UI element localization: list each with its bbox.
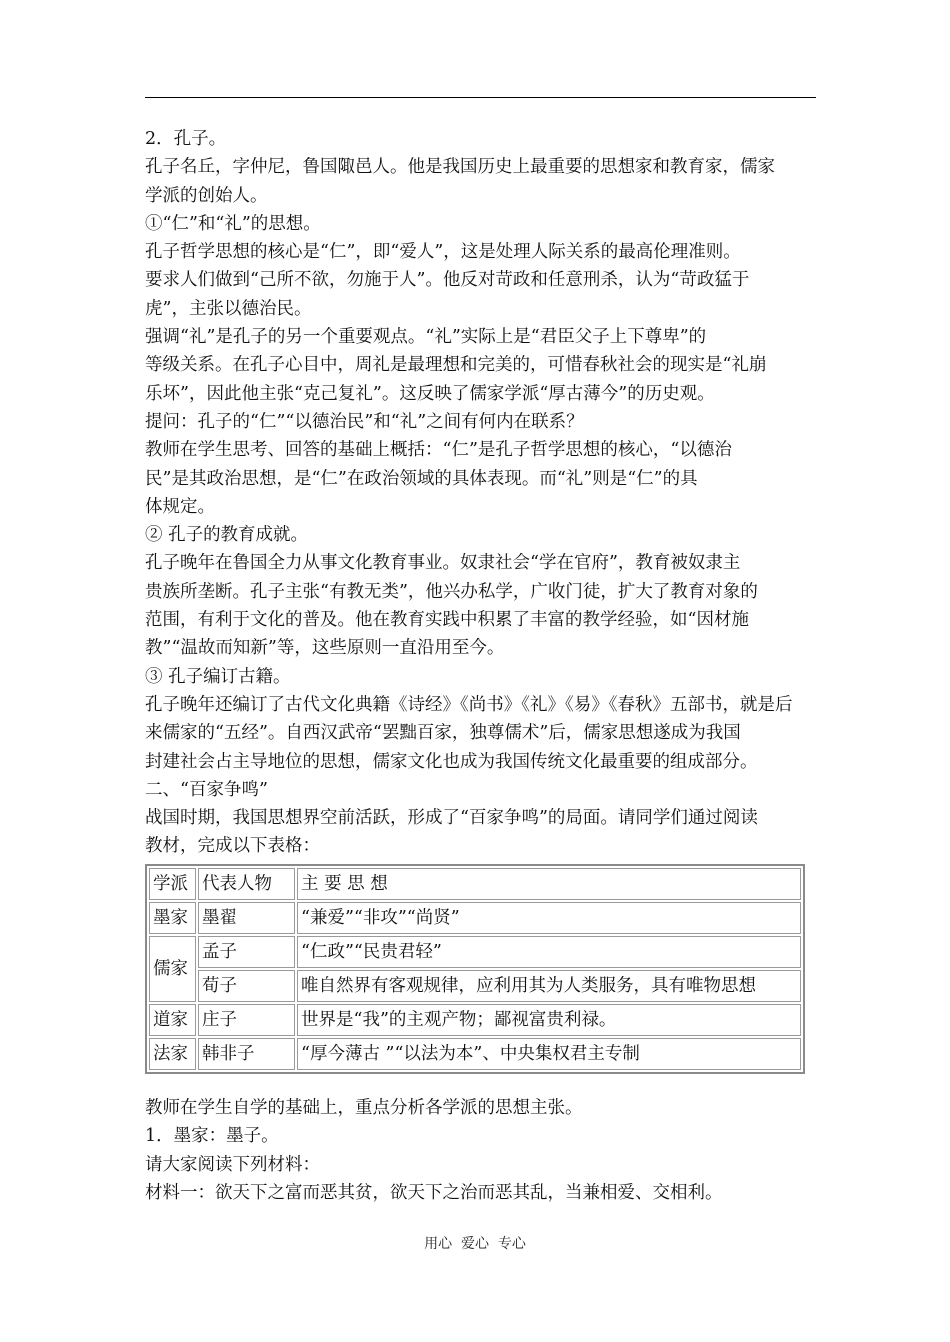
thought-cell: “兼爱”“非攻”“尚贤” xyxy=(297,902,801,934)
body-text xyxy=(145,125,825,861)
text-line: 来儒家的“五经”。自西汉武帝“罢黜百家，独尊儒术”后，儒家思想遂成为我国 xyxy=(145,723,741,744)
text-line: 孔子晚年在鲁国全力从事文化教育事业。奴隶社会“学在官府”，教育被奴隶主 xyxy=(145,553,741,574)
text-line: 民”是其政治思想，是“仁”在政治领域的具体表现。而“礼”则是“仁”的具 xyxy=(145,468,698,489)
text-line: 材料一：欲天下之富而恶其贫，欲天下之治而恶其乱，当兼相爱、交相利。 xyxy=(145,1182,723,1203)
school-cell: 墨家 xyxy=(149,902,196,934)
text-line: 虎”，主张以德治民。 xyxy=(145,298,312,319)
text-line: 请大家阅读下列材料： xyxy=(145,1154,320,1175)
text-line: 教”“温故而知新”等，这些原则一直沿用至今。 xyxy=(145,638,505,659)
table-row xyxy=(149,936,801,968)
text-line: 要求人们做到“己所不欲，勿施于人”。他反对苛政和任意刑杀，认为“苛政猛于 xyxy=(145,270,750,291)
body-text-continued xyxy=(145,1094,825,1207)
text-line: ② 孔子的教育成就。 xyxy=(145,525,309,546)
table-row xyxy=(149,1038,801,1070)
school-cell: 儒家 xyxy=(149,936,196,1002)
header-school: 学派 xyxy=(149,868,196,900)
table-header-row xyxy=(149,868,801,900)
text-line: 乐坏”，因此他主张“克己复礼”。这反映了儒家学派“厚古薄今”的历史观。 xyxy=(145,383,715,404)
text-line: 二、“百家争鸣” xyxy=(145,779,268,800)
text-line: 范围，有利于文化的普及。他在教育实践中积累了丰富的教学经验，如“因材施 xyxy=(145,610,749,631)
text-line: 教师在学生思考、回答的基础上概括：“仁”是孔子哲学思想的核心，“以德治 xyxy=(145,440,732,461)
table-row xyxy=(149,970,801,1002)
text-line: 孔子哲学思想的核心是“仁”，即“爱人”，这是处理人际关系的最高伦理准则。 xyxy=(145,242,741,263)
text-line: 贵族所垄断。孔子主张“有教无类”，他兴办私学，广收门徒，扩大了教育对象的 xyxy=(145,581,758,602)
text-line: 等级关系。在孔子心目中，周礼是最理想和完美的，可惜春秋社会的现实是“礼崩 xyxy=(145,355,767,376)
person-cell: 庄子 xyxy=(198,1004,295,1036)
text-line: 体规定。 xyxy=(145,496,215,517)
header-rule xyxy=(145,97,816,98)
header-thought: 主 要 思 想 xyxy=(297,868,801,900)
text-line: 学派的创始人。 xyxy=(145,185,268,206)
text-line: 孔子晚年还编订了古代文化典籍《诗经》《尚书》《礼》《易》《春秋》五部书，就是后 xyxy=(145,694,793,715)
school-cell: 道家 xyxy=(149,1004,196,1036)
text-line: 2．孔子。 xyxy=(145,129,227,149)
text-line: 战国时期，我国思想界空前活跃，形成了“百家争鸣”的局面。请同学们通过阅读 xyxy=(145,808,758,829)
thought-cell: “仁政”“民贵君轻” xyxy=(297,936,801,968)
text-line: 教材，完成以下表格： xyxy=(145,836,320,857)
person-cell: 孟子 xyxy=(198,936,295,968)
table-row xyxy=(149,902,801,934)
thought-cell: 唯自然界有客观规律，应利用其为人类服务，具有唯物思想 xyxy=(297,970,801,1002)
person-cell: 韩非子 xyxy=(198,1038,295,1070)
person-cell: 墨翟 xyxy=(198,902,295,934)
text-line: ③ 孔子编订古籍。 xyxy=(145,666,291,687)
person-cell: 荀子 xyxy=(198,970,295,1002)
thought-cell: “厚今薄古 ”“以法为本”、中央集权君主专制 xyxy=(297,1038,801,1070)
text-line: ①“仁”和“礼”的思想。 xyxy=(145,213,321,234)
text-line: 1．墨家：墨子。 xyxy=(145,1126,279,1147)
schools-table xyxy=(145,864,805,1074)
text-line: 封建社会占主导地位的思想，儒家文化也成为我国传统文化最重要的组成部分。 xyxy=(145,751,758,772)
text-line: 教师在学生自学的基础上，重点分析各学派的思想主张。 xyxy=(145,1098,583,1118)
text-line: 孔子名丘，字仲尼，鲁国陬邑人。他是我国历史上最重要的思想家和教育家，儒家 xyxy=(145,157,775,178)
thought-cell: 世界是“我”的主观产物；鄙视富贵利禄。 xyxy=(297,1004,801,1036)
text-line: 强调“礼”是孔子的另一个重要观点。“礼”实际上是“君臣父子上下尊卑”的 xyxy=(145,327,707,348)
page-footer: 用心 爱心 专心 xyxy=(424,1236,526,1252)
header-person: 代表人物 xyxy=(198,868,295,900)
school-cell: 法家 xyxy=(149,1038,196,1070)
text-line: 提问：孔子的“仁”“以德治民”和“礼”之间有何内在联系？ xyxy=(145,411,584,432)
table-row xyxy=(149,1004,801,1036)
